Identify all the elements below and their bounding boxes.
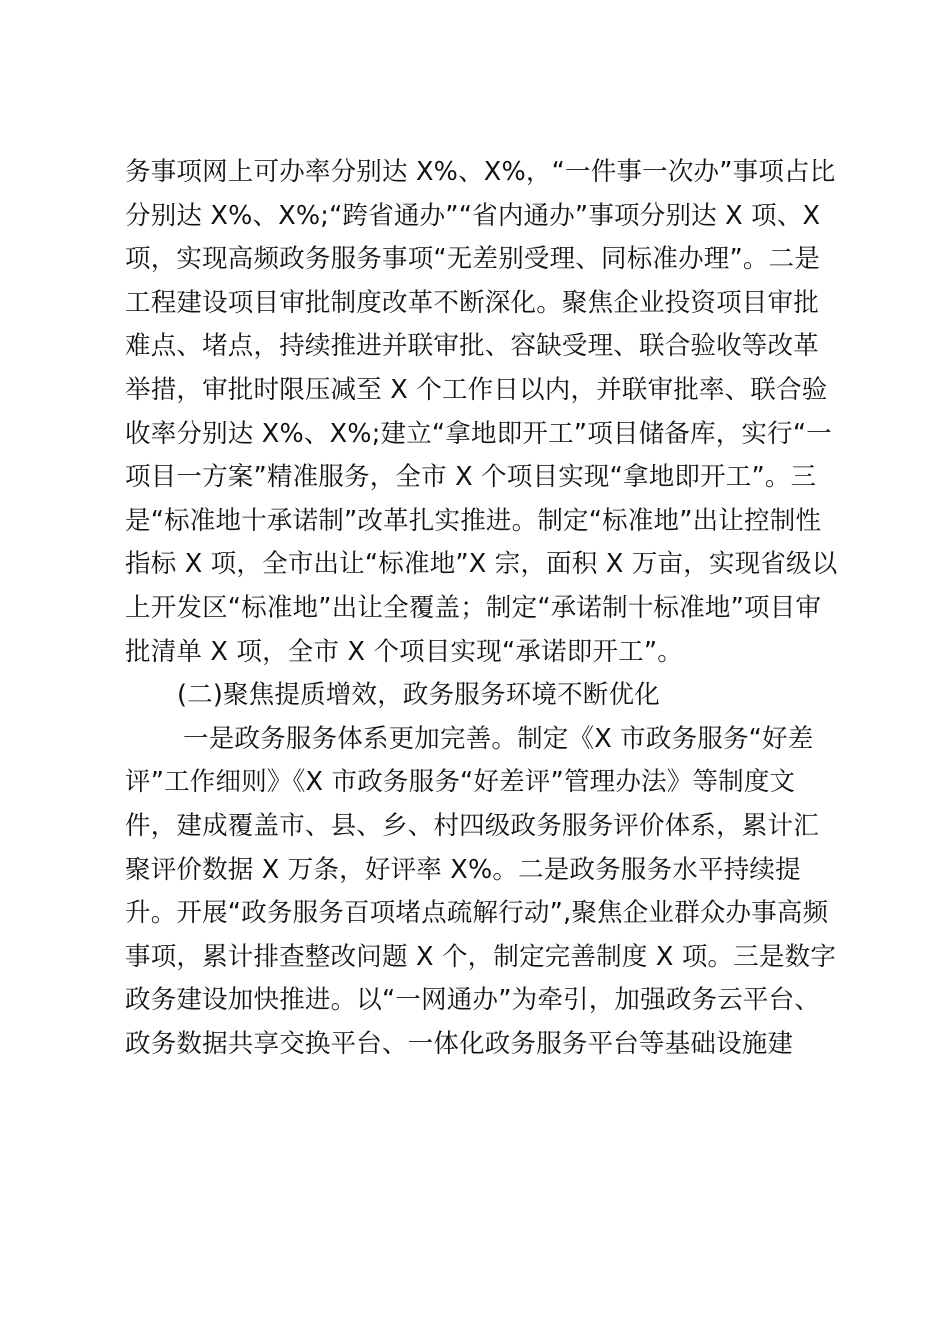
section-heading: (二)聚焦提质增效，政务服务环境不断优化 <box>177 680 660 711</box>
body-text <box>125 151 838 1066</box>
paragraph-line: 务事项网上可办率分别达 X%、X%，“一件事一次办”事项占比 <box>125 157 836 187</box>
paragraph-line: 件，建成覆盖市、县、乡、村四级政务服务评价体系，累计汇 <box>125 810 819 841</box>
paragraph-line: 项目一方案”精准服务，全市 X 个项目实现“拿地即开工”。三 <box>125 462 817 493</box>
paragraph-line: 难点、堵点，持续推进并联审批、容缺受理、联合验收等改革 <box>125 331 819 362</box>
paragraph-line: 上开发区“标准地”出让全覆盖；制定“承诺制十标准地”项目审 <box>125 592 822 623</box>
paragraph-line: 政务数据共享交换平台、一体化政务服务平台等基础设施建 <box>125 1028 794 1059</box>
paragraph-line: 项，实现高频政务服务事项“无差别受理、同标准办理”。二是 <box>125 244 821 275</box>
paragraph-line: 工程建设项目审批制度改革不断深化。聚焦企业投资项目审批 <box>125 287 819 318</box>
paragraph-line: 升。开展“政务服务百项堵点疏解行动”,聚焦企业群众办事高频 <box>125 898 829 929</box>
paragraph-line: 聚评价数据 X 万条，好评率 X%。二是政务服务水平持续提 <box>125 854 801 885</box>
paragraph-line: 举措，审批时限压减至 X 个工作日以内，并联审批率、联合验 <box>125 374 828 405</box>
paragraph-line: 指标 X 项，全市出让“标准地”X 宗，面积 X 万亩，实现省级以 <box>125 549 838 580</box>
paragraph-line: 批清单 X 项，全市 X 个项目实现“承诺即开工”。 <box>125 636 683 667</box>
paragraph-line: 一是政务服务体系更加完善。制定《X 市政务服务“好差 <box>183 723 814 754</box>
paragraph-line: 事项，累计排查整改问题 X 个，制定完善制度 X 项。三是数字 <box>125 941 837 972</box>
paragraph-line: 收率分别达 X%、X%;建立“拿地即开工”项目储备库，实行“一 <box>125 418 832 449</box>
paragraph-line: 评”工作细则》《X 市政务服务“好差评”管理办法》等制度文 <box>125 767 796 798</box>
paragraph-line: 是“标准地十承诺制”改革扎实推进。制定“标准地”出让控制性 <box>125 505 822 536</box>
paragraph-line: 政务建设加快推进。以“一网通办”为牵引，加强政务云平台、 <box>125 985 821 1016</box>
paragraph-line: 分别达 X%、X%;“跨省通办”“省内通办”事项分别达 X 项、X <box>125 200 821 231</box>
